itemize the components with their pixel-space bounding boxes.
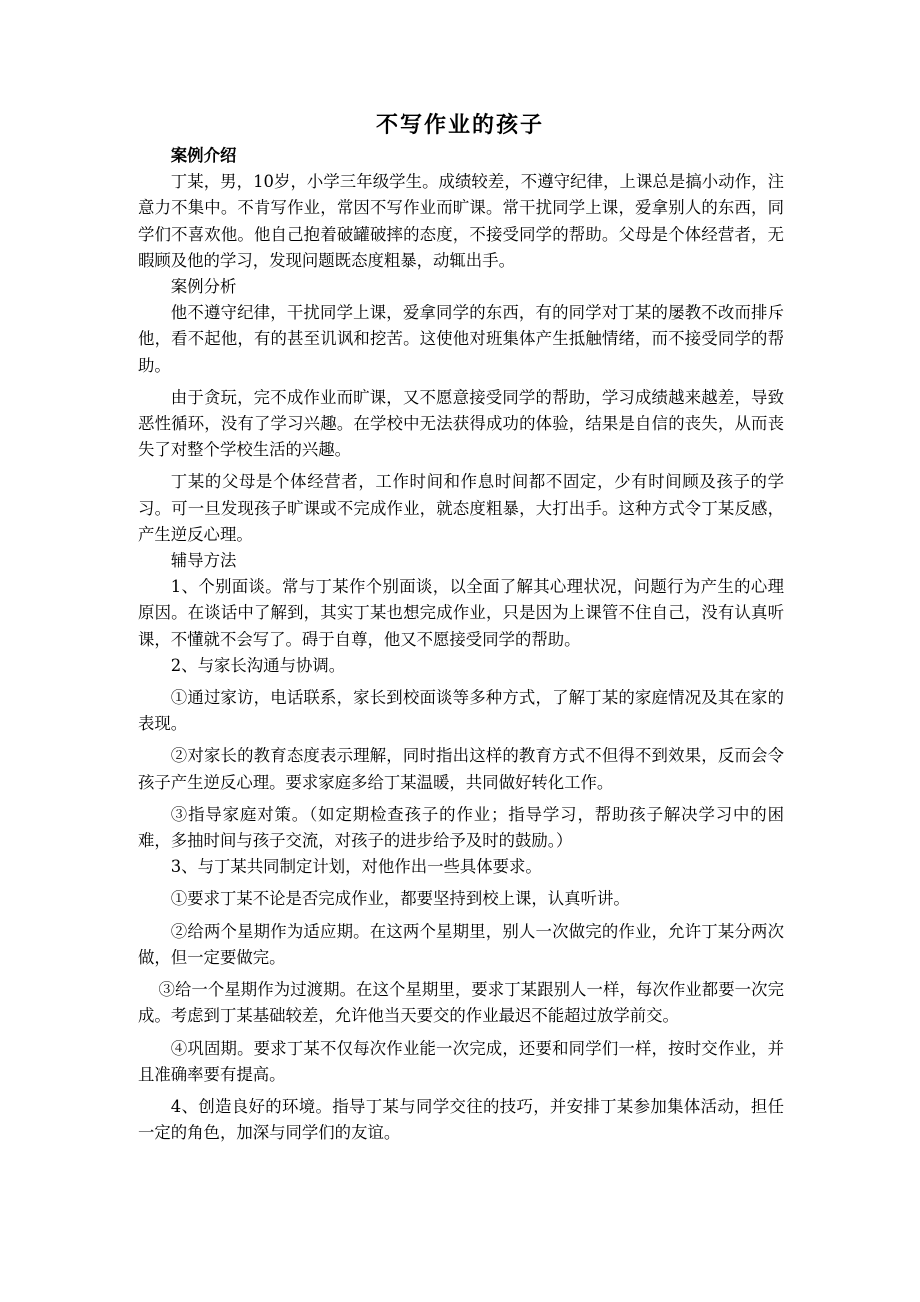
section-heading-method: 辅导方法 [170,551,237,571]
paragraph-method-2: 2、与家长沟通与协调。 [170,655,346,675]
paragraph-method-3: 3、与丁某共同制定计划，对他作出一些具体要求。 [170,857,542,877]
paragraph-method-2b: ②对家长的教育态度表示理解，同时指出这样的教育方式不但得不到效果，反而会令孩子产生逆反心理。要求家庭多给丁某温暖，共同做好转化工作。 [138,746,784,792]
section-heading-analysis: 案例分析 [170,277,237,297]
paragraph-method-4: 4、创造良好的环境。指导丁某与同学交往的技巧，并安排丁某参加集体活动，担任一定的角色，加深与同学们的友谊。 [138,1096,784,1143]
paragraph-method-3a: ①要求丁某不论是否完成作业，都要坚持到校上课，认真听讲。 [170,889,630,909]
paragraph-intro: 丁某，男，10岁，小学三年级学生。成绩较差，不遵守纪律，上课总是搞小动作，注意力不集中。不肯写作业，常因不写作业而旷课。常干扰同学上课，爱拿别人的东西，同学们不喜欢他。他自己抱着破罐破摔的态度，不接受同学的帮助。父母是个体经营者，无暇顾及他的学习，发现问题既态度粗暴，动辄出手。 [138,172,784,270]
paragraph-method-3b: ②给两个星期作为适应期。在这两个星期里，别人一次做完的作业，允许丁某分两次做，但一定要做完。 [138,921,784,967]
document-title: 不写作业的孩子 [375,112,544,138]
paragraph-method-3c: ③给一个星期作为过渡期。在这个星期里，要求丁某跟别人一样，每次作业都要一次完成。考虑到丁某基础较差，允许他当天要交的作业最迟不能超过放学前交。 [138,980,784,1026]
section-heading-intro: 案例介绍 [170,146,237,165]
paragraph-method-2a: ①通过家访，电话联系，家长到校面谈等多种方式，了解丁某的家庭情况及其在家的表现。 [138,688,784,734]
paragraph-method-2c: ③指导家庭对策。（如定期检查孩子的作业；指导学习，帮助孩子解决学习中的困难，多抽时间与孩子交流，对孩子的进步给予及时的鼓励。） [138,804,784,851]
paragraph-method-3d: ④巩固期。要求丁某不仅每次作业能一次完成，还要和同学们一样，按时交作业，并且准确率要有提高。 [138,1038,784,1084]
paragraph-analysis-1: 他不遵守纪律，干扰同学上课，爱拿同学的东西，有的同学对丁某的屡教不改而排斥他，看不起他，有的甚至讥讽和挖苦。这使他对班集体产生抵触情绪，而不接受同学的帮助。 [138,303,784,375]
paragraph-method-1: 1、个别面谈。常与丁某作个别面谈，以全面了解其心理状况，问题行为产生的心理原因。在谈话中了解到，其实丁某也想完成作业，只是因为上课管不住自己，没有认真听课，不懂就不会写了。碍于自尊，他又不愿接受同学的帮助。 [138,577,784,649]
paragraph-analysis-3: 丁某的父母是个体经营者，工作时间和作息时间都不固定，少有时间顾及孩子的学习。可一旦发现孩子旷课或不完成作业，就态度粗暴，大打出手。这种方式令丁某反感，产生逆反心理。 [138,472,784,544]
document-body [138,143,784,1146]
paragraph-analysis-2: 由于贪玩，完不成作业而旷课，又不愿意接受同学的帮助，学习成绩越来越差，导致恶性循环，没有了学习兴趣。在学校中无法获得成功的体验，结果是自信的丧失，从而丧失了对整个学校生活的兴趣。 [138,387,784,460]
